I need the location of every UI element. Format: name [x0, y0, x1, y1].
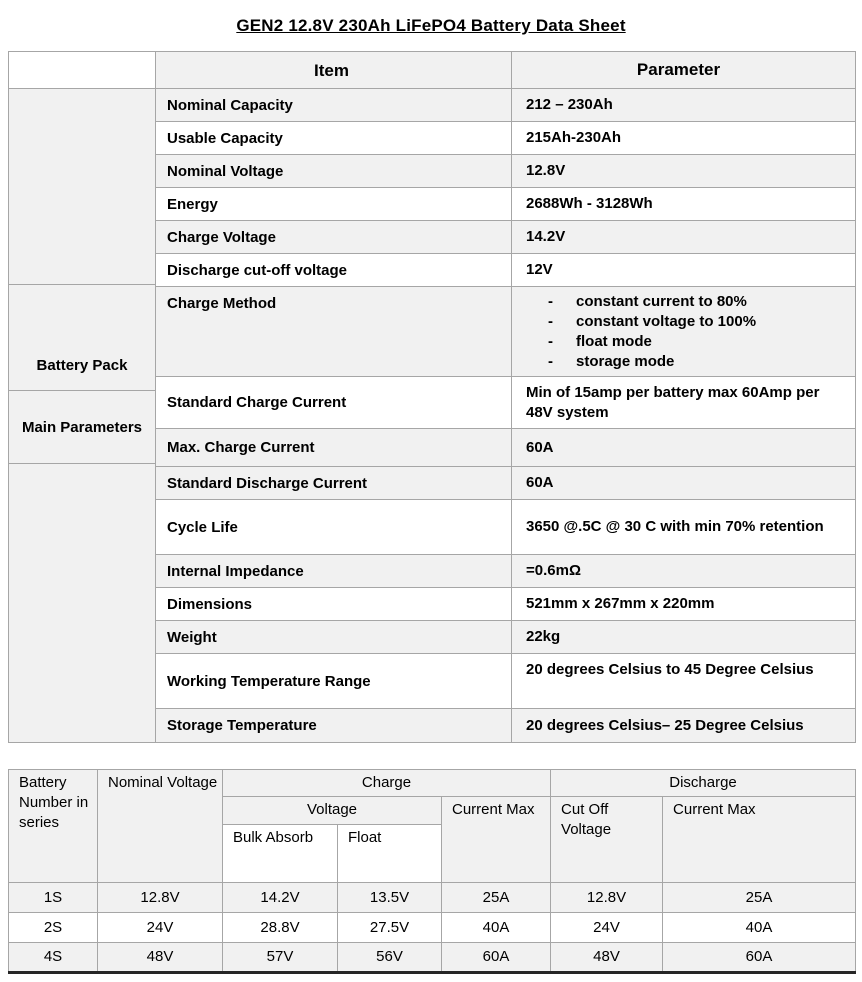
header-row-1 [9, 770, 856, 797]
item-label: Dimensions [156, 588, 512, 620]
bullet-text: constant current to 80% [576, 293, 747, 310]
parameters-rows [156, 52, 855, 742]
param-value: 22kg [512, 621, 855, 653]
param-value: 2688Wh - 3128Wh [526, 195, 653, 212]
item-label: Usable Capacity [156, 122, 512, 154]
param-value: 12.8V [512, 155, 855, 187]
group-label-main-parameters: Main Parameters [9, 391, 155, 464]
charge-method-list [512, 287, 855, 376]
header-charge-voltage-group: Voltage [223, 797, 442, 825]
list-item [526, 312, 845, 332]
table-row-internal-impedance [156, 555, 855, 588]
charge-current-max-value: 60A [442, 943, 551, 973]
param-value: 20 degrees Celsius to 45 Degree Celsius [526, 661, 814, 678]
float-value: 27.5V [338, 913, 442, 943]
group-label-battery-pack: Battery Pack [9, 285, 155, 391]
bulk-absorb-value: 14.2V [223, 883, 338, 913]
discharge-current-max-value: 40A [663, 913, 856, 943]
item-label: Storage Temperature [156, 709, 512, 742]
bullet-text: storage mode [576, 353, 675, 370]
series-label: 2S [9, 913, 98, 943]
item-label: Discharge cut-off voltage [156, 254, 512, 286]
item-label: Internal Impedance [156, 555, 512, 587]
table-row-discharge-cutoff [156, 254, 855, 287]
header-discharge-current-max: Current Max [663, 797, 856, 883]
cutoff-voltage-value: 12.8V [551, 883, 663, 913]
param-value: 14.2V [512, 221, 855, 253]
table-row-energy [156, 188, 855, 221]
column-header-item: Item [156, 52, 512, 88]
item-label: Standard Discharge Current [156, 467, 512, 499]
page-title: GEN2 12.8V 230Ah LiFePO4 Battery Data Sheet [236, 16, 626, 35]
item-label: Nominal Capacity [156, 89, 512, 121]
table-row-storage-temperature [156, 709, 855, 742]
table-row-dimensions [156, 588, 855, 621]
nominal-voltage-value: 48V [98, 943, 223, 973]
item-label: Cycle Life [156, 500, 512, 554]
discharge-current-max-value: 60A [663, 943, 856, 973]
param-value: 215Ah-230Ah [526, 129, 622, 146]
table-row-standard-charge-current [156, 377, 855, 429]
param-value: Min of 15amp per battery max 60Amp per 48V system [526, 383, 820, 421]
header-float: Float [338, 825, 442, 883]
bullet-dash: - [548, 333, 553, 350]
item-label: Weight [156, 621, 512, 653]
cutoff-voltage-value: 48V [551, 943, 663, 973]
header-charge-group: Charge [223, 770, 551, 797]
group-cell-empty-bottom [9, 464, 155, 742]
series-label: 4S [9, 943, 98, 973]
table-row-max-charge-current [156, 429, 855, 467]
main-parameters-table [8, 51, 856, 743]
item-label: Charge Voltage [156, 221, 512, 253]
param-value: 3650 @.5C @ 30 C with min 70% retention [526, 518, 824, 535]
table-row-2s [9, 913, 856, 943]
bulk-absorb-value: 57V [223, 943, 338, 973]
float-value: 56V [338, 943, 442, 973]
discharge-current-max-value: 25A [663, 883, 856, 913]
table-row-working-temperature [156, 654, 855, 709]
param-value: 12V [526, 261, 553, 278]
table-row-nominal-voltage [156, 155, 855, 188]
bulk-absorb-value: 28.8V [223, 913, 338, 943]
item-label: Nominal Voltage [156, 155, 512, 187]
item-label: Max. Charge Current [156, 429, 512, 466]
table-row-charge-method [156, 287, 855, 377]
cutoff-voltage-value: 24V [551, 913, 663, 943]
table-row-weight [156, 621, 855, 654]
group-header-spacer [9, 52, 155, 89]
float-value: 13.5V [338, 883, 442, 913]
param-value: 60A [512, 429, 855, 466]
header-charge-current-max: Current Max [442, 797, 551, 883]
header-cutoff-voltage: Cut Off Voltage [551, 797, 663, 883]
group-label-column [9, 52, 156, 742]
group-cell-empty-top [9, 89, 155, 285]
series-configuration-table [8, 769, 856, 974]
charge-current-max-value: 40A [442, 913, 551, 943]
list-item [526, 292, 845, 312]
header-nominal-voltage: Nominal Voltage [98, 770, 223, 883]
item-label: Working Temperature Range [156, 654, 512, 708]
item-label: Standard Charge Current [156, 377, 512, 428]
table-row-1s [9, 883, 856, 913]
list-item [526, 352, 845, 372]
bullet-dash: - [548, 293, 553, 310]
table-row-usable-capacity [156, 122, 855, 155]
param-value: =0.6mΩ [512, 555, 855, 587]
param-value: 60A [512, 467, 855, 499]
header-bulk-absorb: Bulk Absorb [223, 825, 338, 883]
nominal-voltage-value: 24V [98, 913, 223, 943]
table-row-cycle-life [156, 500, 855, 555]
series-label: 1S [9, 883, 98, 913]
param-value: 521mm x 267mm x 220mm [526, 595, 715, 612]
bullet-dash: - [548, 313, 553, 330]
item-label: Energy [156, 188, 512, 220]
table-row-4s [9, 943, 856, 973]
charge-current-max-value: 25A [442, 883, 551, 913]
table-row-nominal-capacity [156, 89, 855, 122]
bullet-text: constant voltage to 100% [576, 313, 757, 330]
bullet-dash: - [548, 353, 553, 370]
column-header-parameter: Parameter [512, 52, 855, 88]
nominal-voltage-value: 12.8V [98, 883, 223, 913]
table-header-row [156, 52, 855, 89]
param-value: 20 degrees Celsius– 25 Degree Celsius [512, 709, 855, 742]
table-row-standard-discharge-current [156, 467, 855, 500]
param-value: 212 – 230Ah [512, 89, 855, 121]
bullet-text: float mode [576, 333, 652, 350]
list-item [526, 332, 845, 352]
table-row-charge-voltage [156, 221, 855, 254]
header-discharge-group: Discharge [551, 770, 856, 797]
header-battery-number: Battery Number in series [9, 770, 98, 883]
item-label: Charge Method [156, 287, 512, 376]
